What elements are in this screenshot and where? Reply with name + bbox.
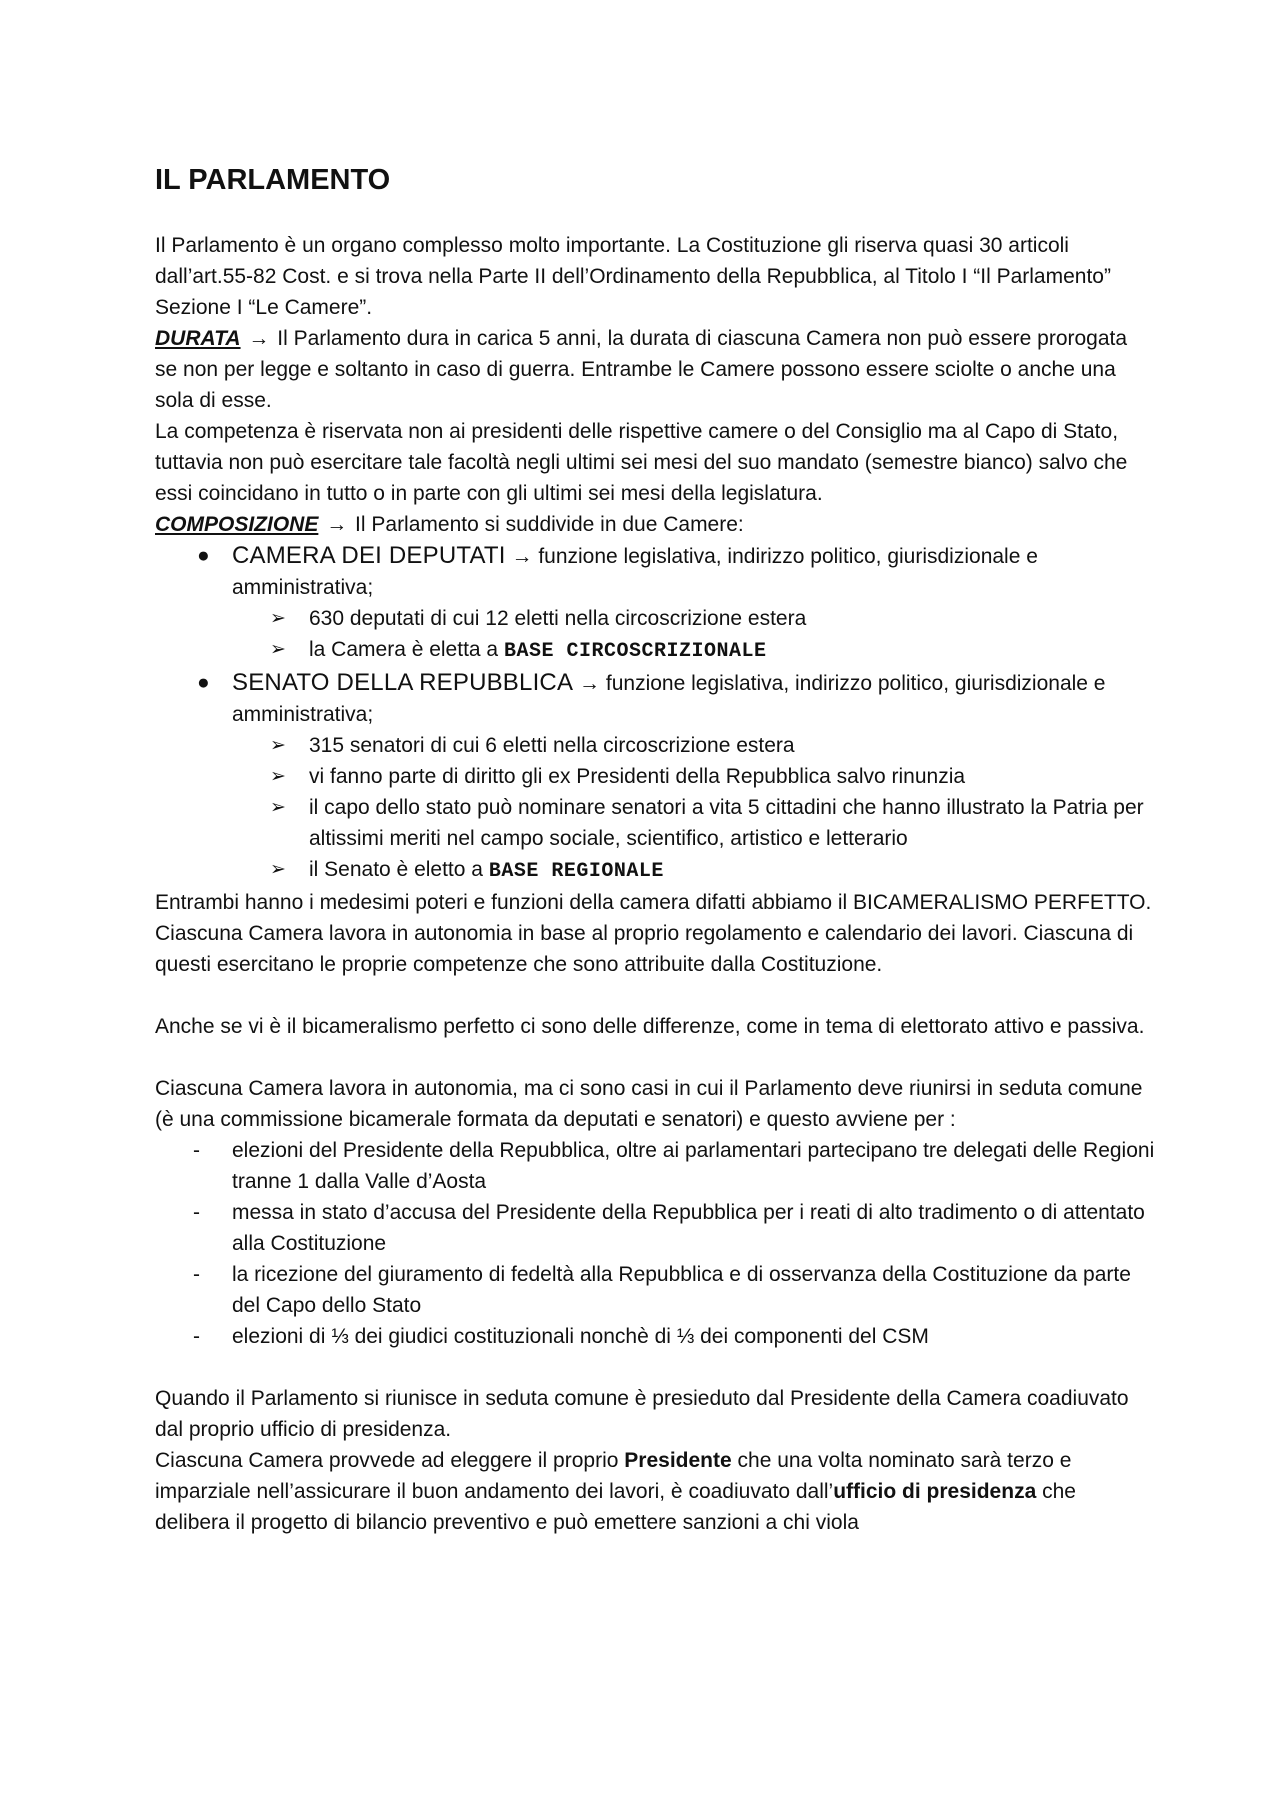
list-item <box>232 792 1155 854</box>
senato-desc: funzione legislativa, indirizzo politico, giurisdizionale e amministrativa; <box>232 672 1106 726</box>
seduta-comune-paragraph: Ciascuna Camera lavora in autonomia, ma ci sono casi in cui il Parlamento deve riunirsi in seduta comune (è una commissione bicamerale formata da deputati e senatori) e questo avviene per : <box>155 1077 1143 1131</box>
list-item-text: elezioni del Presidente della Repubblica, oltre ai parlamentari partecipano tre delegati delle Regioni tranne 1 dalla Valle d’Aosta <box>232 1139 1155 1193</box>
presidenza-paragraph: Quando il Parlamento si riunisce in seduta comune è presieduto dal Presidente della Camera coadiuvato dal proprio ufficio di presidenza. <box>155 1387 1129 1441</box>
list-item-text: la Camera è eletta a <box>309 638 499 661</box>
dash-bullet: - <box>193 1263 200 1286</box>
dash-bullet: - <box>193 1201 200 1224</box>
list-item-text: 315 senatori di cui 6 eletti nella circoscrizione estera <box>309 734 795 757</box>
presidente-text-3: che delibera il progetto di bilancio preventivo e può emettere sanzioni a chi viola <box>155 1480 1076 1534</box>
list-item <box>155 1321 1155 1352</box>
list-item-text: la ricezione del giuramento di fedeltà alla Repubblica e di osservanza della Costituzione da parte del Capo dello Stato <box>232 1263 1131 1317</box>
arrowhead-bullet-icon: ➢ <box>270 859 286 880</box>
durata-label: DURATA <box>155 327 241 350</box>
durata-paragraph <box>155 323 1155 416</box>
intro-paragraph: Il Parlamento è un organo complesso molto importante. La Costituzione gli riserva quasi 30 articoli dall’art.55-82 Cost. e si trova nella Parte II dell’Ordinamento della Repubblica, al Titolo I “Il Parlamento” Sezione I “Le Camere”. <box>155 234 1111 319</box>
list-item-emphasis: BASE REGIONALE <box>488 860 664 883</box>
senato-item <box>155 667 1155 887</box>
document-page <box>155 150 1155 1538</box>
composizione-label: COMPOSIZIONE <box>155 513 319 536</box>
seduta-comune-list <box>155 1135 1155 1352</box>
arrow-icon: → <box>326 513 348 536</box>
presidente-paragraph <box>155 1445 1155 1538</box>
list-item-emphasis: BASE CIRCOSCRIZIONALE <box>503 640 767 663</box>
list-item <box>232 603 1155 634</box>
list-item <box>155 1197 1155 1259</box>
arrowhead-bullet-icon: ➢ <box>270 608 286 629</box>
durata-text: Il Parlamento dura in carica 5 anni, la durata di ciascuna Camera non può essere prorogata se non per legge e soltanto in caso di guerra. Entrambe le Camere possono essere sciolte o anche una sola di esse. <box>155 327 1128 412</box>
bullet-icon: ● <box>197 671 210 694</box>
list-item-text: il Senato è eletto a <box>309 858 483 881</box>
senato-sublist <box>232 730 1155 887</box>
list-item <box>232 634 1155 667</box>
list-item <box>232 854 1155 887</box>
bullet-icon: ● <box>197 544 210 567</box>
camera-sublist <box>232 603 1155 667</box>
competenza-paragraph: La competenza è riservata non ai presidenti delle rispettive camere o del Consiglio ma al Capo di Stato, tuttavia non può esercitare tale facoltà negli ultimi sei mesi del suo mandato (semestre bianco) salvo che essi coincidano in tutto o in parte con gli ultimi sei mesi della legislatura. <box>155 420 1128 505</box>
list-item-text: elezioni di ⅓ dei giudici costituzionali nonchè di ⅓ dei componenti del CSM <box>232 1325 929 1348</box>
arrowhead-bullet-icon: ➢ <box>270 766 286 787</box>
list-item <box>155 1259 1155 1321</box>
presidente-bold: Presidente <box>624 1449 732 1472</box>
list-item-text: 630 deputati di cui 12 eletti nella circoscrizione estera <box>309 607 807 630</box>
list-item-text: vi fanno parte di diritto gli ex Presidenti della Repubblica salvo rinunzia <box>309 765 966 788</box>
list-item-text: messa in stato d’accusa del Presidente della Repubblica per i reati di alto tradimento o di attentato alla Costituzione <box>232 1201 1145 1255</box>
list-item <box>155 1135 1155 1197</box>
camera-desc: funzione legislativa, indirizzo politico, giurisdizionale e amministrativa; <box>232 545 1038 599</box>
arrowhead-bullet-icon: ➢ <box>270 639 286 660</box>
camera-name: CAMERA DEI DEPUTATI <box>232 542 506 569</box>
bicameralismo-paragraph: Entrambi hanno i medesimi poteri e funzioni della camera difatti abbiamo il BICAMERALISMO PERFETTO. Ciascuna Camera lavora in autonomia in base al proprio regolamento e calendario dei lavori. Ciascuna di questi esercitano le proprie competenze che sono attribuite dalla Costituzione. <box>155 891 1152 976</box>
spacer <box>155 1042 1155 1073</box>
spacer <box>155 1352 1155 1383</box>
arrow-icon: → <box>511 545 533 568</box>
page-title: IL PARLAMENTO <box>155 164 391 196</box>
spacer <box>155 980 1155 1011</box>
document-body <box>155 230 1155 1538</box>
dash-bullet: - <box>193 1139 200 1162</box>
composizione-paragraph <box>155 509 1155 540</box>
arrow-icon: → <box>248 327 270 350</box>
presidente-text-1: Ciascuna Camera provvede ad eleggere il proprio <box>155 1449 619 1472</box>
camera-item <box>155 540 1155 667</box>
ufficio-presidenza-bold: ufficio di presidenza <box>833 1480 1037 1503</box>
differenze-paragraph: Anche se vi è il bicameralismo perfetto ci sono delle differenze, come in tema di elettorato attivo e passiva. <box>155 1015 1145 1038</box>
dash-bullet: - <box>193 1325 200 1348</box>
list-item <box>232 761 1155 792</box>
arrowhead-bullet-icon: ➢ <box>270 797 286 818</box>
senato-name: SENATO DELLA REPUBBLICA <box>232 669 574 696</box>
camere-list <box>155 540 1155 887</box>
composizione-text: Il Parlamento si suddivide in due Camere: <box>355 513 744 536</box>
arrow-icon: → <box>579 672 601 695</box>
list-item-text: il capo dello stato può nominare senatori a vita 5 cittadini che hanno illustrato la Patria per altissimi meriti nel campo sociale, scientifico, artistico e letterario <box>309 796 1144 850</box>
list-item <box>232 730 1155 761</box>
presidente-text-2: che una volta nominato sarà terzo e imparziale nell’assicurare il buon andamento dei lavori, è coadiuvato dall’ <box>155 1449 1072 1503</box>
arrowhead-bullet-icon: ➢ <box>270 735 286 756</box>
